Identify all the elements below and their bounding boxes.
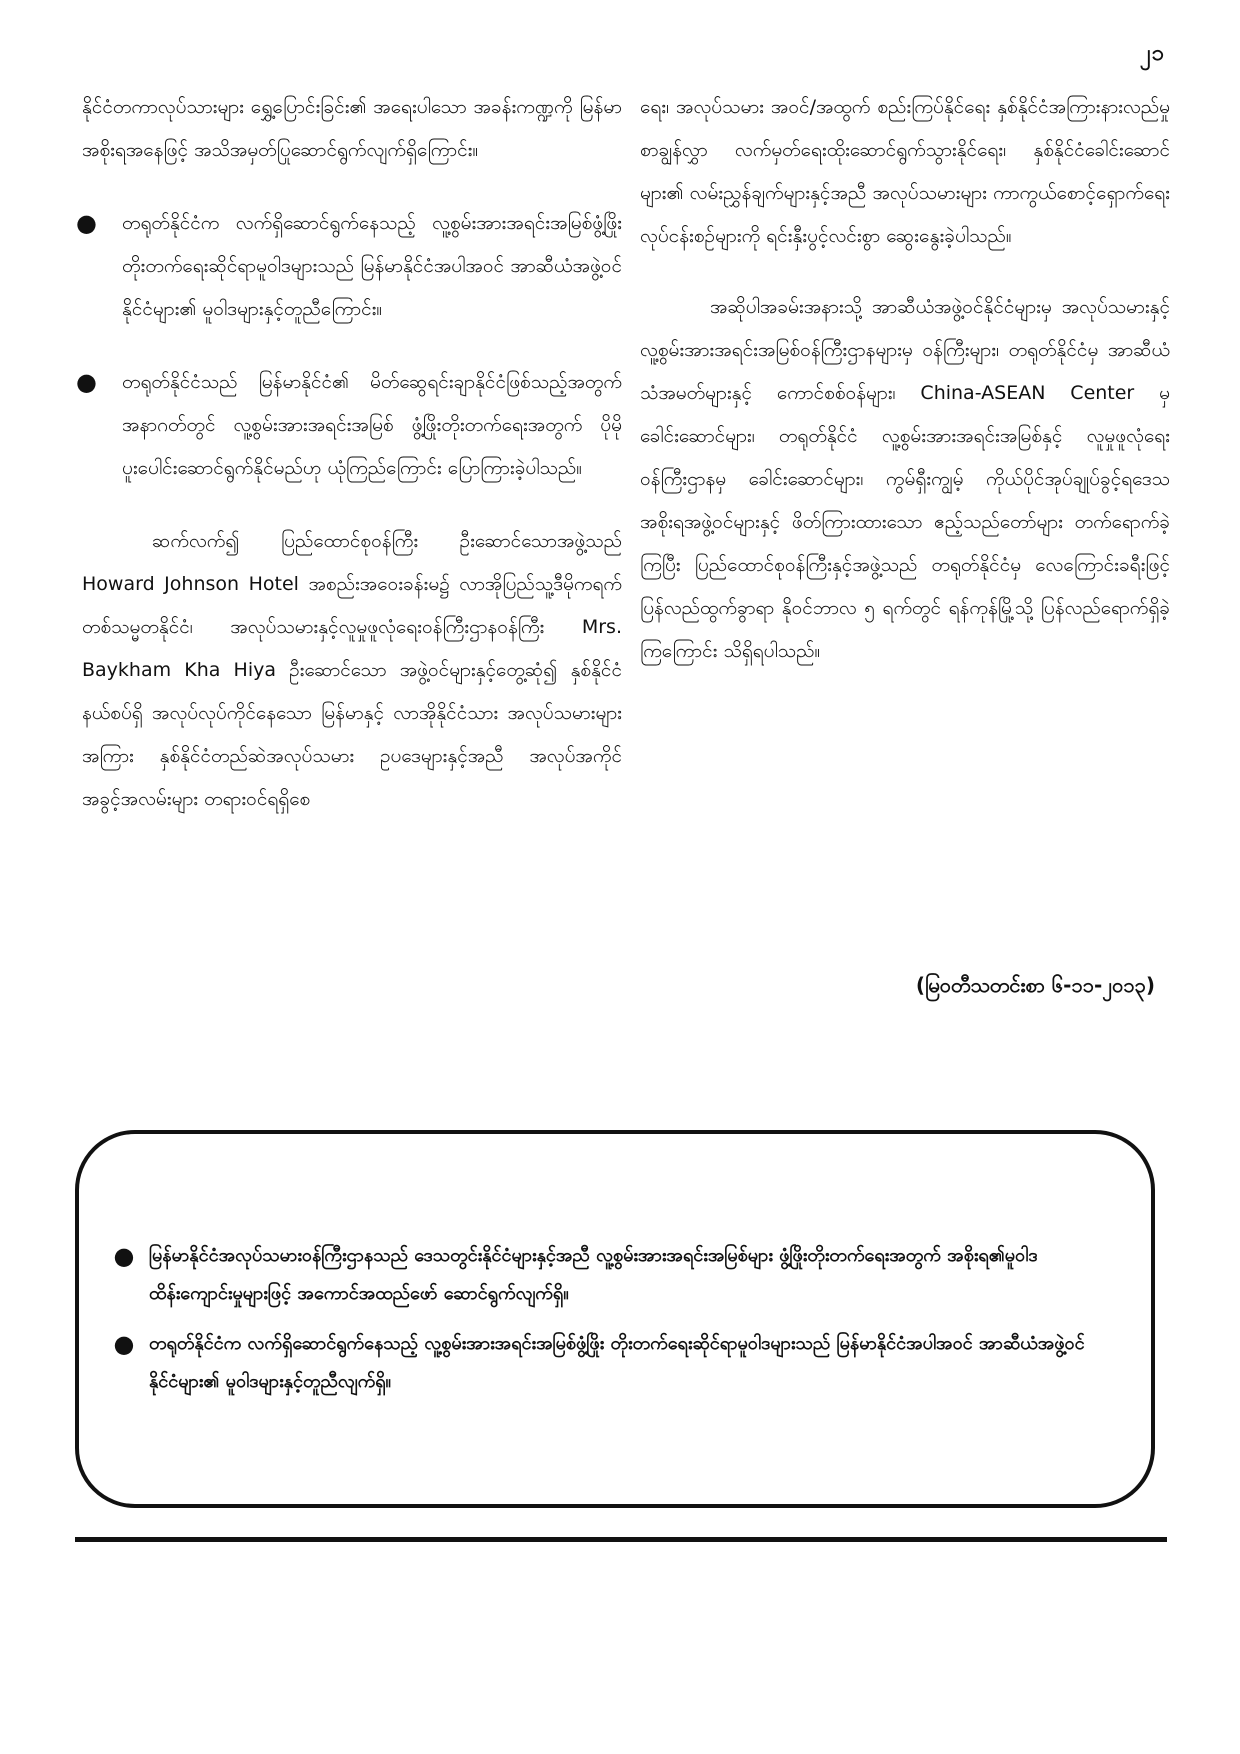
bullet-icon: ● [76,368,97,396]
summary-box [75,1130,1155,1508]
summary-list [99,1237,1111,1413]
divider [75,1537,1167,1542]
bullet-text: တရုတ်နိုင်ငံက လက်ရှိဆောင်ရွက်နေသည့် လူ့စွမ်းအားအရင်းအမြစ်ဖွံ့ဖြိုးတိုးတက်ရေးဆိုင်ရာမူဝါဒများသည် မြန်မာနိုင်ငံအပါအဝင် အာဆီယံအဖွဲ့ဝင်နိုင်ငံများ၏ မူဝါဒများနှင့်တူညီကြောင်း။ [122,212,622,320]
intro-paragraph: နိုင်ငံတကာလုပ်သားများ ရွှေ့ပြောင်းခြင်း၏ အရေးပါသော အခန်းကဏ္ဍကို မြန်မာအစိုးရအနေဖြင့် အသိအမှတ်ပြုဆောင်ရွက်လျက်ရှိကြောင်း။ [82,96,622,161]
continuation-paragraph: ရေး၊ အလုပ်သမား အဝင်/အထွက် စည်းကြပ်နိုင်ရေး နှစ်နိုင်ငံအကြားနားလည်မှုစာချွန်လွှာ လက်မှတ်ရေးထိုးဆောင်ရွက်သွားနိုင်ရေး၊ နှစ်နိုင်ငံခေါင်းဆောင်များ၏ လမ်းညွှန်ချက်များနှင့်အညီ အလုပ်သမားများ ကာကွယ်စောင့်ရှောက်ရေး လုပ်ငန်းစဉ်များကို ရင်းနှီးပွင့်လင်းစွာ ဆွေးနွေးခဲ့ပါသည်။ [640,96,1170,247]
list-item [99,1237,1111,1313]
right-column [640,86,1170,673]
bullet-text: တရုတ်နိုင်ငံသည် မြန်မာနိုင်ငံ၏ မိတ်ဆွေရင်းချာနိုင်ငံဖြစ်သည့်အတွက် အနာဂတ်တွင် လူ့စွမ်းအားအရင်းအမြစ် ဖွံ့ဖြိုးတိုးတက်ရေးအတွက် ပိုမိုပူးပေါင်းဆောင်ရွက်နိုင်မည်ဟု ယုံကြည်ကြောင်း ပြောကြားခဲ့ပါသည်။ [122,371,622,479]
summary-text: တရုတ်နိုင်ငံက လက်ရှိဆောင်ရွက်နေသည့် လူ့စွမ်းအားအရင်းအမြစ်ဖွံ့ဖြိုး တိုးတက်ရေးဆိုင်ရာမူဝါဒများသည် မြန်မာနိုင်ငံအပါအဝင် အာဆီယံအဖွဲ့ဝင်နိုင်ငံများ၏ မူဝါဒများနှင့်တူညီလျက်ရှိ။ [149,1333,1085,1392]
page-number: ၂၁ [1139,41,1165,66]
body-paragraph: အဆိုပါအခမ်းအနားသို့ အာဆီယံအဖွဲ့ဝင်နိုင်ငံများမှ အလုပ်သမားနှင့် လူ့စွမ်းအားအရင်းအမြစ်ဝန်ကြီးဌာနများမှ ဝန်ကြီးများ၊ တရုတ်နိုင်ငံမှ အာဆီယံသံအမတ်များနှင့် ကောင်စစ်ဝန်များ၊ China-ASEAN Center မှ ခေါင်းဆောင်များ၊ တရုတ်နိုင်ငံ လူ့စွမ်းအားအရင်းအမြစ်နှင့် လူမှုဖူလုံရေးဝန်ကြီးဌာနမှ ခေါင်းဆောင်များ၊ ကွမ်ရှီးကျွမ့် ကိုယ်ပိုင်အုပ်ချုပ်ခွင့်ရဒေသအစိုးရအဖွဲ့ဝင်များနှင့် ဖိတ်ကြားထားသော ဧည့်သည်တော်များ တက်ရောက်ခဲ့ကြပြီး ပြည်ထောင်စုဝန်ကြီးနှင့်အဖွဲ့သည် တရုတ်နိုင်ငံမှ လေကြောင်းခရီးဖြင့် ပြန်လည်ထွက်ခွာရာ နိုဝင်ဘာလ ၅ ရက်တွင် ရန်ကုန်မြို့သို့ ပြန်လည်ရောက်ရှိခဲ့ကြကြောင်း သိရှိရပါသည်။ [640,296,1170,662]
list-item [76,202,622,331]
list-item [76,361,622,490]
body-paragraph: ဆက်လက်၍ ပြည်ထောင်စုဝန်ကြီး ဦးဆောင်သောအဖွဲ့သည် Howard Johnson Hotel အစည်းအဝေးခန်းမ၌ လာအိုပြည်သူ့ဒီမိုကရက်တစ်သမ္မတနိုင်ငံ၊ အလုပ်သမားနှင့်လူမှုဖူလုံရေးဝန်ကြီးဌာနဝန်ကြီး Mrs. Baykham Kha Hiya ဦးဆောင်သော အဖွဲ့ဝင်များနှင့်တွေ့ဆုံ၍ နှစ်နိုင်ငံနယ်စပ်ရှိ အလုပ်လုပ်ကိုင်နေသော မြန်မာနှင့် လာအိုနိုင်ငံသား အလုပ်သမားများအကြား နှစ်နိုင်ငံတည်ဆဲအလုပ်သမား ဥပဒေများနှင့်အညီ အလုပ်အကိုင်အခွင့်အလမ်းများ တရားဝင်ရရှိစေ [82,530,622,810]
list-item [99,1325,1111,1401]
bullet-icon: ● [76,209,97,237]
bullet-icon: ● [113,1330,135,1358]
bullet-icon: ● [113,1242,135,1270]
left-column [76,86,622,821]
source-citation: (မြဝတီသတင်းစာ ၆-၁၁-၂၀၁၃) [915,973,1155,997]
summary-text: မြန်မာနိုင်ငံအလုပ်သမားဝန်ကြီးဌာနသည် ဒေသတွင်းနိုင်ငံများနှင့်အညီ လူ့စွမ်းအားအရင်းအမြစ်များ ဖွံ့ဖြိုးတိုးတက်ရေးအတွက် အစိုးရ၏မူဝါဒထိန်းကျောင်းမှုများဖြင့် အကောင်အထည်ဖော် ဆောင်ရွက်လျက်ရှိ။ [149,1245,1038,1304]
